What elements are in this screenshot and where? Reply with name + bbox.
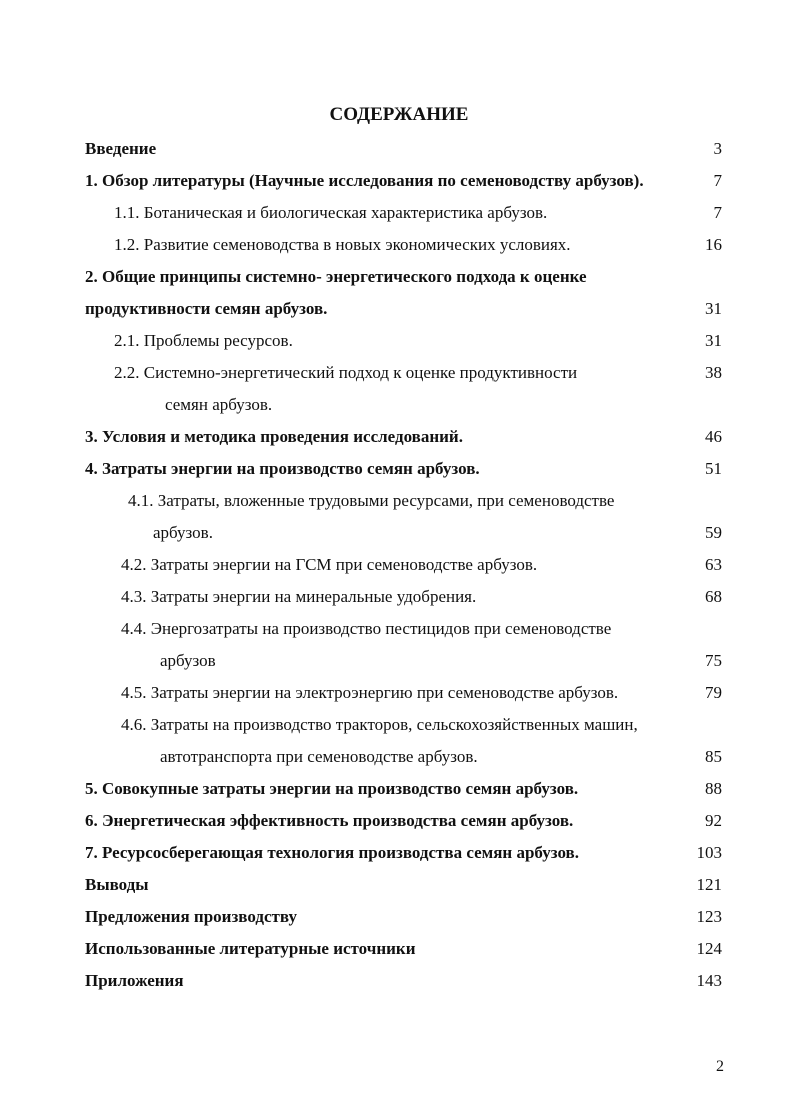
toc-entry-page: 68 <box>705 587 722 606</box>
toc-entry-page: 31 <box>705 331 722 350</box>
toc-entry-text: 6. Энергетическая эффективность производства семян арбузов. <box>85 811 574 830</box>
toc-entry-page: 7 <box>713 171 722 190</box>
toc-entry-text: 4.1. Затраты, вложенные трудовыми ресурсами, при семеноводстве <box>128 491 615 510</box>
toc-entry-text: арбузов. <box>153 523 213 542</box>
toc-entry-page: 3 <box>713 139 722 158</box>
toc-entry-page: 46 <box>705 427 722 446</box>
toc-entry-text: 2.1. Проблемы ресурсов. <box>114 331 293 350</box>
toc-entry-text: 7. Ресурсосберегающая технология производства семян арбузов. <box>85 843 579 862</box>
toc-entry-page: 103 <box>696 843 722 862</box>
toc-entry-text: 2. Общие принципы системно- энергетического подхода к оценке <box>85 267 587 286</box>
toc-entry-text: 4.3. Затраты энергии на минеральные удобрения. <box>121 587 477 606</box>
toc-entry-text: арбузов <box>160 651 216 670</box>
toc-entry-text: продуктивности семян арбузов. <box>85 299 328 318</box>
toc-entry-text: 2.2. Системно-энергетический подход к оценке продуктивности <box>114 363 578 382</box>
toc-entry-page: 38 <box>705 363 722 382</box>
toc-entry-text: 4. Затраты энергии на производство семян арбузов. <box>85 459 480 478</box>
page-title: СОДЕРЖАНИЕ <box>329 104 469 125</box>
toc-entry-text: 4.6. Затраты на производство тракторов, сельскохозяйственных машин, <box>121 715 638 734</box>
toc-entry-page: 75 <box>705 651 722 670</box>
toc-entry-page: 85 <box>705 747 722 766</box>
toc-entry-text: 1.2. Развитие семеноводства в новых экономических условиях. <box>114 235 571 254</box>
toc-entry-page: 92 <box>705 811 722 830</box>
toc-entry-page: 124 <box>696 939 722 958</box>
toc-entry-text: Введение <box>85 139 157 158</box>
toc-entry-page: 121 <box>696 875 722 894</box>
toc-entry-text: автотранспорта при семеноводстве арбузов. <box>160 747 478 766</box>
toc-entry-page: 16 <box>705 235 722 254</box>
toc-entry-text: Выводы <box>85 875 149 894</box>
toc-entry-text: семян арбузов. <box>165 395 273 414</box>
toc-entry-page: 59 <box>705 523 722 542</box>
toc-entry-page: 31 <box>705 299 722 318</box>
page-number: 2 <box>716 1058 724 1075</box>
toc-entry-page: 123 <box>696 907 722 926</box>
toc-entry-text: 1. Обзор литературы (Научные исследования по семеноводству арбузов). <box>85 171 644 190</box>
toc-entry-text: Использованные литературные источники <box>85 939 416 958</box>
toc-entry-page: 79 <box>705 683 722 702</box>
toc-entry-text: Приложения <box>85 971 184 990</box>
toc-entry-text: 4.4. Энергозатраты на производство пестицидов при семеноводстве <box>121 619 612 638</box>
toc-entry-page: 88 <box>705 779 722 798</box>
toc-entry-text: 3. Условия и методика проведения исследований. <box>85 427 463 446</box>
toc-entry-text: Предложения производству <box>85 907 297 926</box>
toc-entry-page: 7 <box>713 203 722 222</box>
toc-entry-page: 63 <box>705 555 722 574</box>
toc-entry-text: 5. Совокупные затраты энергии на производство семян арбузов. <box>85 779 579 798</box>
toc-entry-text: 1.1. Ботаническая и биологическая характеристика арбузов. <box>114 203 548 222</box>
toc-entry-page: 51 <box>705 459 722 478</box>
toc-entry-text: 4.2. Затраты энергии на ГСМ при семеноводстве арбузов. <box>121 555 538 574</box>
toc-entry-text: 4.5. Затраты энергии на электроэнергию при семеноводстве арбузов. <box>121 683 619 702</box>
toc-entry-page: 143 <box>696 971 722 990</box>
